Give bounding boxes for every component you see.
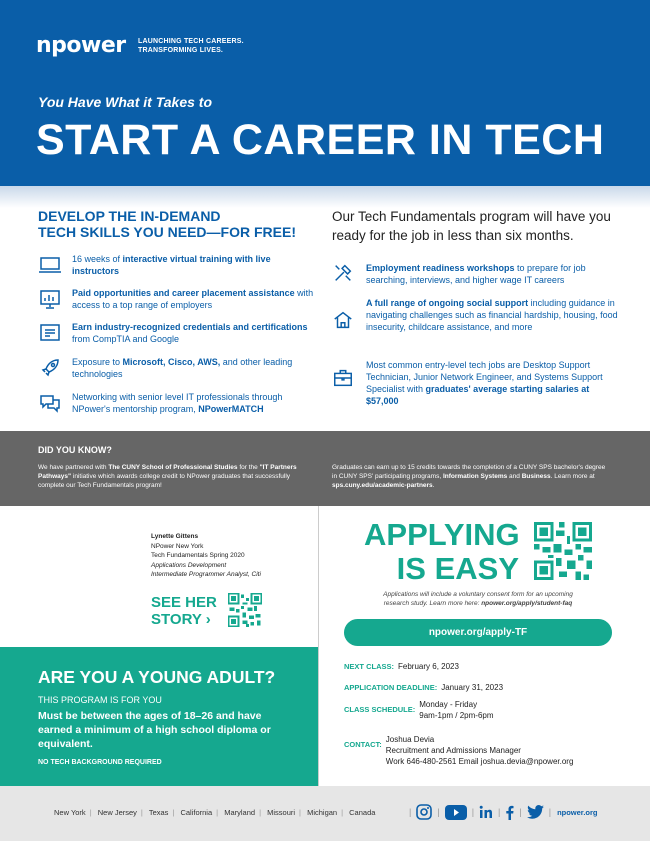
feature-bold: NPowerMATCH xyxy=(198,404,264,414)
youtube-icon[interactable] xyxy=(445,805,467,820)
credits-text xyxy=(332,463,612,490)
apply-qr-code-icon[interactable] xyxy=(534,522,592,580)
feature-item xyxy=(38,321,318,345)
graduate-program: Tech Fundamentals Spring 2020 xyxy=(151,552,245,559)
certificate-icon xyxy=(38,321,62,345)
feature-bold: Earn industry-recognized credentials and certifications xyxy=(72,322,308,332)
consent-note-text: Applications will include a voluntary consent form for an upcoming xyxy=(383,591,573,598)
did-you-know-title: DID YOU KNOW? xyxy=(38,445,112,455)
dyk-text: and xyxy=(507,473,522,480)
schedule-hours: 9am-1pm / 2pm-6pm xyxy=(419,711,494,720)
feature-text: 16 weeks of xyxy=(72,254,123,264)
program-intro: Our Tech Fundamentals program will have you ready for the job in less than six months. xyxy=(332,209,611,243)
twitter-icon[interactable] xyxy=(527,805,544,819)
eligibility-requirement: Must be between the ages of 18–26 and have earned a minimum of a high school diploma or equivalent. xyxy=(38,710,271,750)
support-text: Most common entry-level tech jobs are Desktop Support Technician, Junior Network Engineer, and Systems Support Specialist with xyxy=(366,360,603,394)
deadline-row xyxy=(344,682,503,693)
student-faq-link[interactable]: npower.org/apply/student-faq xyxy=(481,600,573,607)
hero-banner xyxy=(0,0,650,186)
young-adult-title: ARE YOU A YOUNG ADULT? xyxy=(38,667,276,687)
feature-text: Exposure to xyxy=(72,357,123,367)
schedule-label: CLASS SCHEDULE: xyxy=(344,705,416,714)
graduate-name: Lynette Gittens xyxy=(151,533,199,540)
city-item: Canada xyxy=(349,808,376,817)
skills-heading xyxy=(38,208,318,240)
header-divider xyxy=(0,186,650,208)
city-item: New York xyxy=(54,808,86,817)
support-text: including guidance in navigating challenges such as financial hardship, housing, food insecurity, childcare assistance, and more xyxy=(366,298,618,332)
feature-bold: interactive virtual training with live instructors xyxy=(72,254,271,276)
contact-details[interactable]: Work 646-480-2561 Email joshua.devia@npower.org xyxy=(385,757,574,766)
feature-text: from CompTIA and Google xyxy=(72,334,180,344)
linkedin-icon[interactable] xyxy=(479,805,493,819)
footer xyxy=(0,786,650,841)
dyk-text: We have partnered with xyxy=(38,464,109,471)
city-item: California xyxy=(180,808,213,817)
contact-row xyxy=(344,734,573,767)
feature-item xyxy=(38,391,318,415)
tagline-line-2: TRANSFORMING LIVES. xyxy=(138,47,224,54)
dyk-bold: The CUNY School of Professional Studies xyxy=(108,464,238,471)
see-her-line-1: SEE HER xyxy=(151,594,217,611)
support-bold: graduates' average starting salaries at $57,000 xyxy=(366,384,590,406)
feature-text: Networking with senior level IT professionals through NPower's mentorship program, xyxy=(72,392,283,414)
home-icon xyxy=(332,309,354,331)
deadline-value: January 31, 2023 xyxy=(441,683,504,692)
see-her-story-link[interactable] xyxy=(151,594,217,628)
graduate-role: Intermediate Programmer Analyst, Citi xyxy=(151,571,261,578)
see-her-line-2: STORY › xyxy=(151,611,211,628)
next-class-row xyxy=(344,661,459,672)
apply-link-button[interactable]: npower.org/apply-TF xyxy=(344,619,612,646)
dyk-bold: Business xyxy=(521,473,551,480)
no-background-note: NO TECH BACKGROUND REQUIRED xyxy=(38,759,162,766)
graduate-org: NPower New York xyxy=(151,542,204,550)
rocket-icon xyxy=(38,356,62,380)
facebook-icon[interactable] xyxy=(505,805,514,820)
instagram-icon[interactable] xyxy=(416,804,432,820)
schedule-row xyxy=(344,699,494,721)
applying-heading xyxy=(364,518,519,586)
graduate-track: Applications Development xyxy=(151,561,227,569)
city-item: Texas xyxy=(148,808,169,817)
feature-bold: Microsoft, Cisco, AWS, xyxy=(122,357,221,367)
social-links: | | | | | | npower.org xyxy=(409,804,597,820)
contact-name: Joshua Devia xyxy=(385,735,435,744)
npower-logo[interactable]: npower xyxy=(36,33,126,58)
qr-code-icon[interactable] xyxy=(228,593,262,627)
dyk-text: . Learn more at xyxy=(550,473,595,480)
support-item xyxy=(332,262,622,286)
support-item xyxy=(332,359,622,407)
feature-item xyxy=(38,356,318,380)
website-link[interactable]: npower.org xyxy=(557,807,598,817)
city-item: Missouri xyxy=(267,808,296,817)
cuny-link[interactable]: sps.cuny.edu/academic-partners xyxy=(332,482,433,489)
consent-note-text: research study. Learn more here: xyxy=(383,600,482,607)
dyk-bold: "IT Partners Pathways" xyxy=(38,464,297,480)
dyk-text: . xyxy=(432,482,435,489)
applying-heading-line-2: IS EASY xyxy=(396,551,519,586)
next-class-value: February 6, 2023 xyxy=(398,662,459,671)
cuny-partnership-text xyxy=(38,463,308,490)
support-text: to prepare for job searching, interviews, and higher wage IT careers xyxy=(366,263,586,285)
briefcase-icon xyxy=(332,367,354,389)
young-adult-panel xyxy=(0,647,318,786)
feature-text: with access to a top range of employers xyxy=(72,288,314,310)
dyk-bold: Information Systems xyxy=(442,473,508,480)
skills-heading-line-2: TECH SKILLS YOU NEED—FOR FREE! xyxy=(38,224,296,240)
column-divider xyxy=(318,506,319,786)
next-class-label: NEXT CLASS: xyxy=(344,662,395,671)
laptop-icon xyxy=(38,253,62,277)
skills-heading-line-1: DEVELOP THE IN-DEMAND xyxy=(38,208,221,224)
feature-bold: Paid opportunities and career placement assistance xyxy=(72,288,295,298)
deadline-label: APPLICATION DEADLINE: xyxy=(344,683,438,692)
schedule-days: Monday - Friday xyxy=(419,700,478,709)
applying-heading-line-1: APPLYING xyxy=(364,517,520,552)
kicker-text: You Have What it Takes to xyxy=(38,94,212,110)
cities-list: New York | New Jersey | Texas | California | Maryland | Missouri | Michigan | Canada xyxy=(54,808,376,817)
contact-title: Recruitment and Admissions Manager xyxy=(385,746,521,755)
support-bold: Employment readiness workshops xyxy=(366,263,515,273)
contact-label: CONTACT: xyxy=(344,740,382,749)
tools-icon xyxy=(332,262,354,284)
tagline xyxy=(138,37,244,55)
tagline-line-1: LAUNCHING TECH CAREERS. xyxy=(138,38,244,45)
city-item: Michigan xyxy=(307,808,338,817)
did-you-know-band xyxy=(0,431,650,506)
support-bold: A full range of ongoing social support xyxy=(366,298,529,308)
support-item xyxy=(332,297,622,333)
testimonial-card xyxy=(151,532,321,580)
feature-item xyxy=(38,287,318,311)
consent-note xyxy=(344,590,612,608)
page-title: START A CAREER IN TECH xyxy=(36,116,605,164)
chat-icon xyxy=(38,391,62,415)
dyk-text: for the xyxy=(237,464,260,471)
city-item: Maryland xyxy=(224,808,256,817)
presentation-icon xyxy=(38,287,62,311)
dyk-text: Graduates can earn up to 15 credits towards the completion of a CUNY SPS bachelor's degree in CUNY SPS' participating programs, xyxy=(332,464,606,480)
feature-item xyxy=(38,253,318,277)
feature-text: and other leading technologies xyxy=(72,357,293,379)
young-adult-subtitle: THIS PROGRAM IS FOR YOU xyxy=(38,695,162,705)
city-item: New Jersey xyxy=(97,808,137,817)
dyk-text: initiative which awards college credit to NPower graduates that successfully complete our Tech Fundamentals program! xyxy=(38,473,291,489)
